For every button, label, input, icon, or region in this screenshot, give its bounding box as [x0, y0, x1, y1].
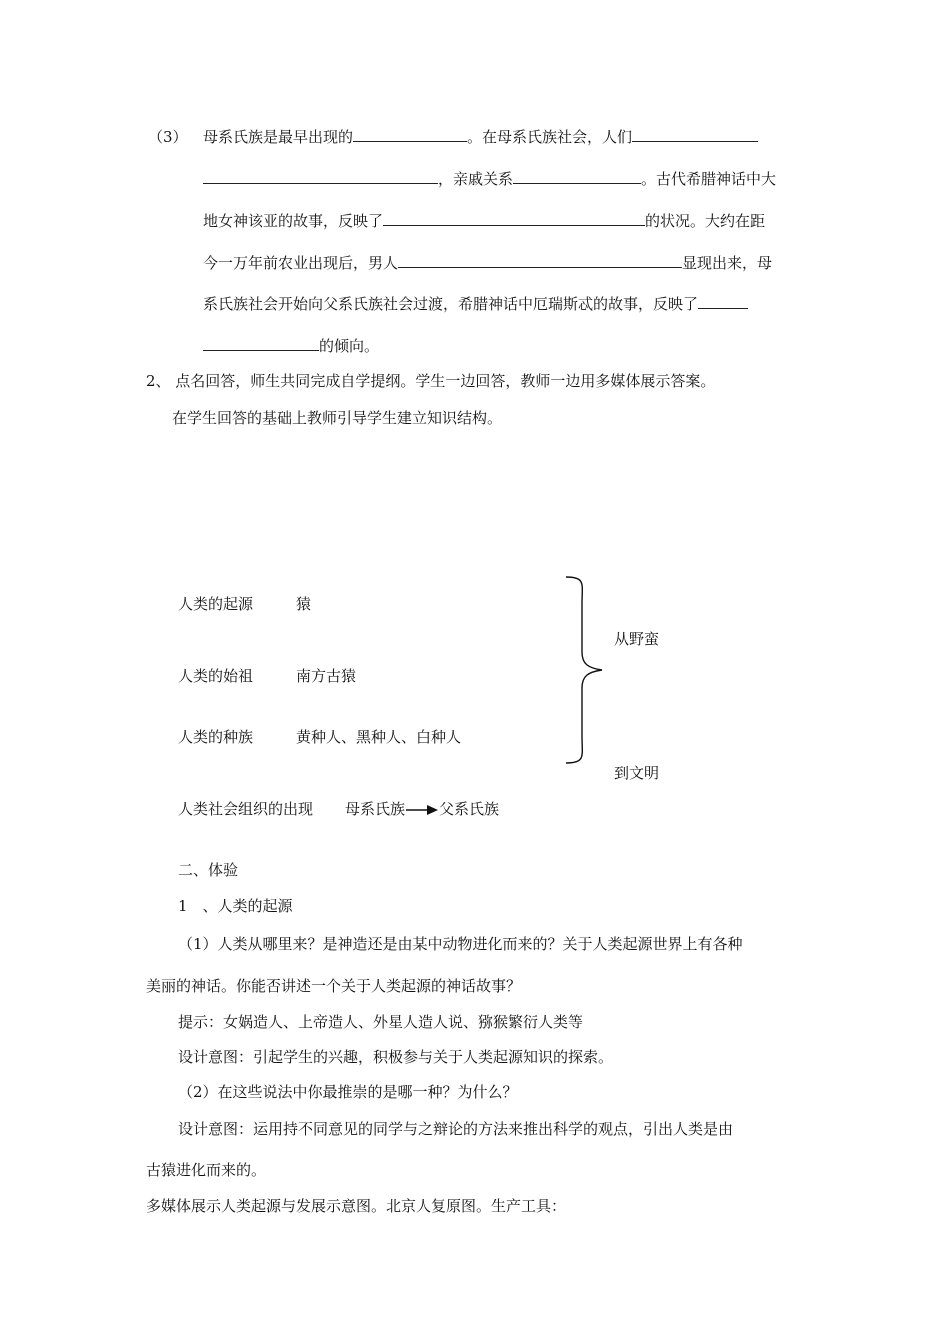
q3-line-6-text-a: 的倾向。 [319, 337, 380, 355]
blank[interactable] [353, 127, 467, 142]
q3-line-2-text-a: ，亲戚关系 [438, 170, 514, 188]
blank[interactable] [203, 336, 319, 351]
blank[interactable] [632, 127, 758, 142]
q3-line-1 [203, 127, 758, 147]
paragraph-1-line-a: （1）人类从哪里来？是神造还是由某中动物进化而来的？关于人类起源世界上有各种 [178, 935, 743, 953]
blank[interactable] [513, 169, 641, 184]
design-intent-2-line-a: 设计意图：运用持不同意见的同学与之辩论的方法来推出科学的观点，引出人类是由 [178, 1120, 734, 1138]
structure-value-race: 黄种人、黑种人、白种人 [296, 728, 462, 746]
brace-label-bottom: 到文明 [614, 764, 660, 782]
social-organization-label [178, 799, 499, 819]
question-number: （3） [148, 128, 188, 146]
q3-line-4-text-a: 今一万年前农业出现后，男人 [203, 254, 399, 272]
q3-line-3-text-a: 地女神该亚的故事，反映了 [203, 212, 384, 230]
q3-line-2-text-b: 。古代希腊神话中大 [641, 170, 777, 188]
q3-line-4 [203, 253, 772, 273]
q3-line-2 [203, 169, 776, 189]
structure-value-ancestor: 南方古猿 [296, 667, 357, 685]
blank[interactable] [398, 253, 682, 268]
arrow-right-icon [406, 804, 438, 816]
social-label: 人类社会组织的出现 [178, 800, 314, 818]
item-1-heading: 1 、人类的起源 [178, 897, 293, 915]
q3-line-1-text-b: 。在母系氏族社会，人们 [467, 128, 633, 146]
structure-label-race: 人类的种族 [178, 728, 254, 746]
step-2-text: 2、 点名回答，师生共同完成自学提纲。学生一边回答，教师一边用多媒体展示答案。 [146, 372, 716, 390]
paragraph-1-line-b: 美丽的神话。你能否讲述一个关于人类起源的神话故事？ [146, 977, 522, 995]
blank[interactable] [383, 211, 645, 226]
blank[interactable] [203, 169, 438, 184]
right-brace [560, 574, 610, 766]
media-text: 多媒体展示人类起源与发展示意图。北京人复原图。生产工具： [146, 1197, 567, 1215]
structure-label-ancestor: 人类的始祖 [178, 667, 254, 685]
q3-line-5 [203, 294, 748, 314]
q3-line-3-text-b: 的状况。大约在距 [645, 212, 766, 230]
social-from: 母系氏族 [345, 800, 406, 818]
q3-line-6 [203, 336, 379, 356]
paragraph-2: （2）在这些说法中你最推崇的是哪一种？为什么？ [178, 1083, 518, 1101]
social-to: 父系氏族 [439, 800, 500, 818]
q3-line-1-text-a: 母系氏族是最早出现的 [203, 128, 354, 146]
q3-line-3 [203, 211, 765, 231]
blank[interactable] [698, 294, 748, 309]
step-2-subtext: 在学生回答的基础上教师引导学生建立知识结构。 [172, 409, 503, 427]
design-intent-2-line-b: 古猿进化而来的。 [146, 1161, 267, 1179]
section-heading: 二、体验 [178, 861, 239, 879]
brace-label-top: 从野蛮 [614, 630, 660, 648]
design-intent-1: 设计意图：引起学生的兴趣，积极参与关于人类起源知识的探索。 [178, 1048, 614, 1066]
q3-line-4-text-b: 显现出来，母 [682, 254, 773, 272]
hint-text: 提示：女娲造人、上帝造人、外星人造人说、猕猴繁衍人类等 [178, 1013, 584, 1031]
structure-label-origin: 人类的起源 [178, 595, 254, 613]
q3-line-5-text-a: 系氏族社会开始向父系氏族社会过渡，希腊神话中厄瑞斯忒的故事，反映了 [203, 295, 699, 313]
structure-value-origin: 猿 [296, 595, 312, 613]
